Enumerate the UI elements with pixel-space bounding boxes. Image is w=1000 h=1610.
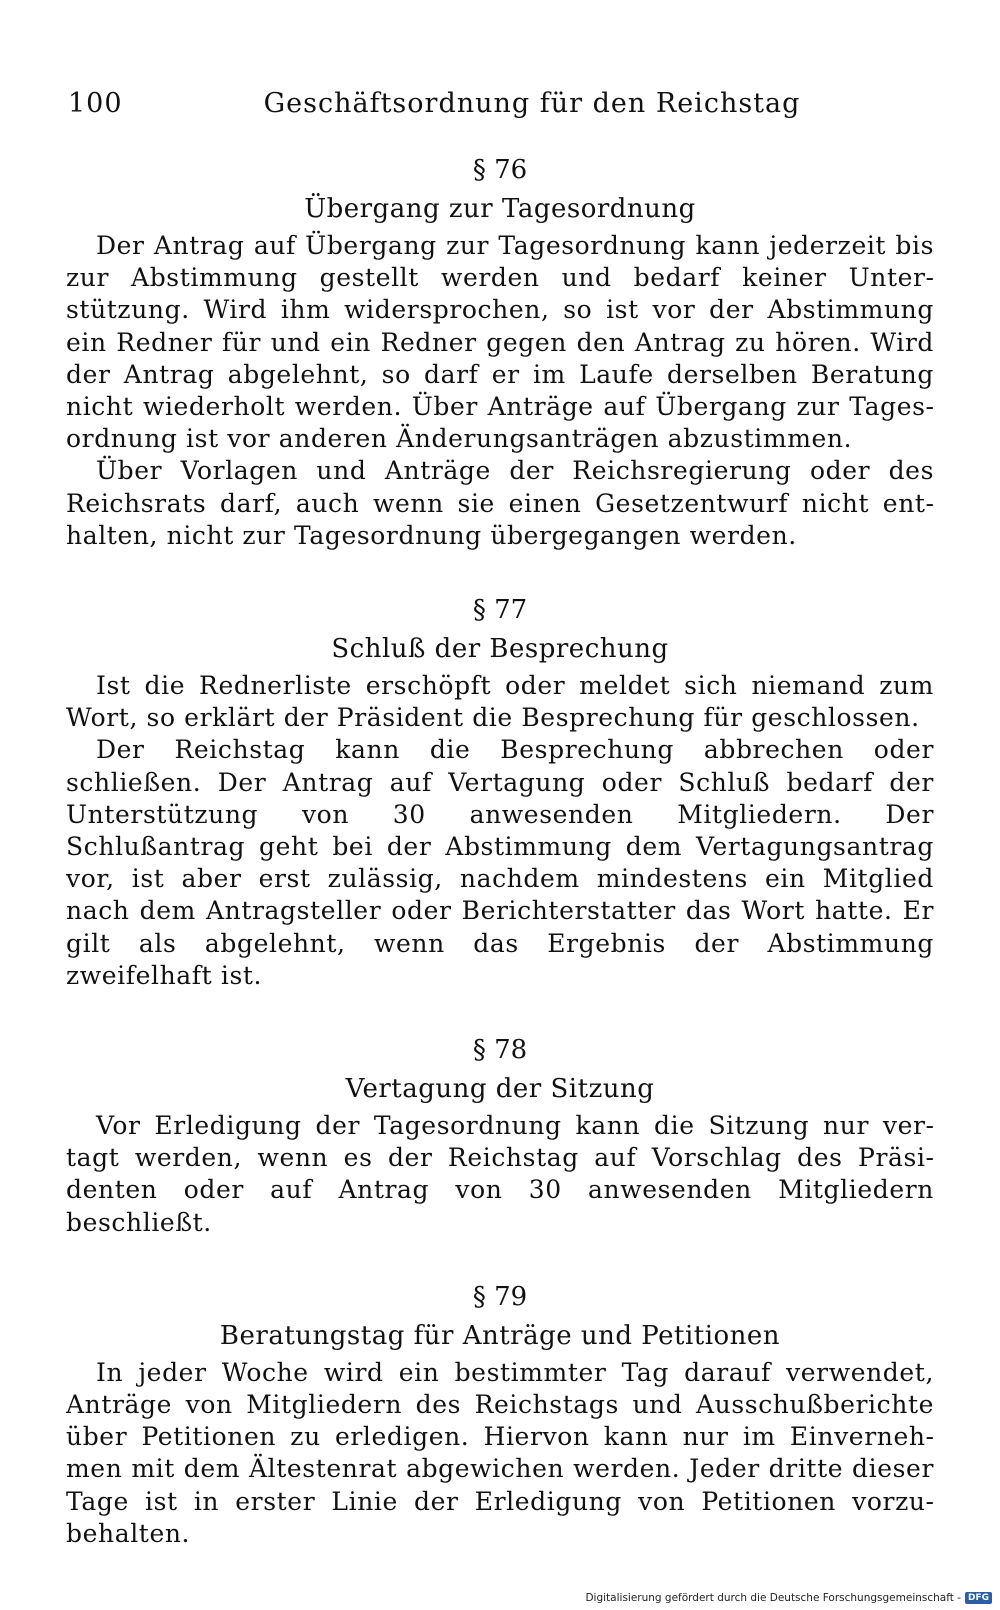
digitization-footer [585, 1592, 992, 1604]
dfg-logo: DFG [965, 1592, 992, 1604]
section-number: § 79 [472, 1281, 528, 1312]
section-number: § 76 [472, 155, 528, 185]
paragraph: Der Reichstag kann die Besprechung abbrechen oder schließen. Der Antrag auf Vertagung oder Schluß bedarf der Unterstützung von 30 anwesenden Mitgliedern. Der Schlußantrag geht bei der Abstimmung dem Vertagungsantrag vor, ist aber erst zulässig, nachdem mindestens ein Mitglied nach dem Antragsteller oder Berichterstatter das Wort hatte. Er gilt als abgelehnt, wenn das Ergebnis der Abstimmung zweifelhaft ist. [66, 735, 934, 990]
running-title: Geschäftsordnung für den Reichstag [263, 88, 801, 119]
section-77 [66, 590, 934, 992]
section-76 [66, 150, 934, 552]
footer-text: Digitalisierung gefördert durch die Deutsche Forschungsgemeinschaft - [585, 1592, 961, 1604]
section-78 [66, 1030, 934, 1239]
paragraph: Über Vorlagen und Anträge der Reichsregierung oder des Reichsrats darf, auch wenn sie einen Gesetzentwurf nicht enthalten, nicht zur Tagesordnung übergegangen werden. [66, 456, 934, 550]
section-79 [66, 1277, 934, 1550]
page-header [68, 84, 936, 124]
paragraph: Vor Erledigung der Tagesordnung kann die Sitzung nur vertagt werden, wenn es der Reichstag auf Vorschlag des Präsidenten oder auf Antrag von 30 anwesenden Mitgliedern beschließt. [66, 1111, 934, 1237]
page-number: 100 [68, 88, 123, 119]
section-title: Übergang zur Tagesordnung [304, 194, 696, 224]
section-number: § 77 [472, 595, 528, 626]
section-number: § 78 [472, 1035, 528, 1066]
section-title: Schluß der Besprechung [331, 634, 669, 665]
paragraph: Ist die Rednerliste erschöpft oder meldet sich niemand zum Wort, so erklärt der Präsident die Besprechung für geschlossen. [66, 671, 934, 733]
paragraph: In jeder Woche wird ein bestimmter Tag darauf verwendet, Anträge von Mitgliedern des Reichstags und Ausschußberichte über Petitionen zu erledigen. Hiervon kann nur im Einvernehmen mit dem Ältestenrat abgewichen werden. Jeder dritte dieser Tage ist in erster Linie der Erledigung von Petitionen vorzubehalten. [66, 1357, 934, 1548]
page-content [66, 150, 934, 1550]
paragraph: Der Antrag auf Übergang zur Tagesordnung kann jederzeit bis zur Abstimmung gestellt werden und bedarf keiner Unterstützung. Wird ihm widersprochen, so ist vor der Abstimmung ein Redner für und ein Redner gegen den Antrag zu hören. Wird der Antrag abgelehnt, so darf er im Laufe derselben Beratung nicht wiederholt werden. Über Anträge auf Übergang zur Tagesordnung ist vor anderen Änderungsanträgen abzustimmen. [66, 231, 934, 454]
section-title: Vertagung der Sitzung [345, 1074, 655, 1105]
section-title: Beratungstag für Anträge und Petitionen [219, 1320, 781, 1351]
